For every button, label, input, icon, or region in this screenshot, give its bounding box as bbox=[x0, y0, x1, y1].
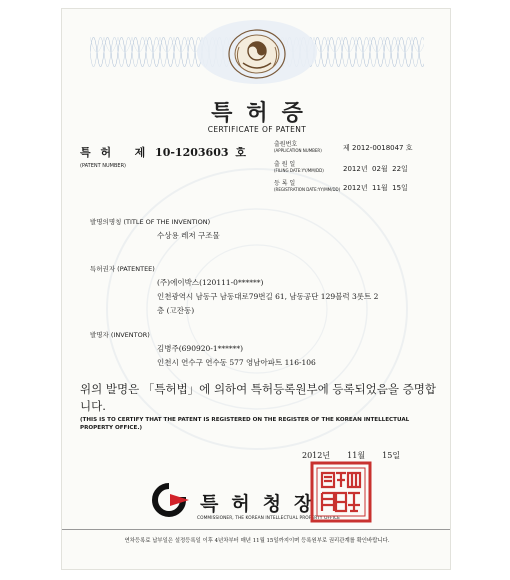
declaration-en: (THIS IS TO CERTIFY THAT THE PATENT IS REGISTERED ON THE REGISTER OF THE KOREAN INTELLECTUAL PROPERTY OFFICE.) bbox=[80, 417, 410, 431]
official-seal-stamp bbox=[310, 461, 372, 523]
kipo-logo-icon bbox=[148, 483, 190, 517]
filing-date-label-en: (FILING DATE:YY/MM/DD) bbox=[274, 168, 324, 173]
patent-number: 10-1203603 bbox=[155, 146, 229, 159]
application-number-label: 출원번호 bbox=[274, 141, 298, 148]
issue-date: 2012년 11월 15일 bbox=[302, 451, 401, 460]
certificate-title-en: CERTIFICATE OF PATENT bbox=[207, 125, 307, 134]
application-number-field bbox=[274, 142, 322, 153]
certificate-title: 특허증 bbox=[211, 101, 317, 126]
patentee-address-line1: 인천광역시 남동구 남동대로79번길 61, 남동공단 129블럭 3롯트 2 bbox=[157, 292, 379, 301]
office-name-en: COMMISSIONER, THE KOREAN INTELLECTUAL PROPERTY OFFICE bbox=[197, 516, 340, 521]
patent-number-label-en: (PATENT NUMBER) bbox=[80, 163, 127, 169]
registration-date-value: 2012년 11월 15일 bbox=[343, 184, 408, 192]
inventor-label: 발명자 (INVENTOR) bbox=[90, 331, 150, 339]
inventor-address: 인천시 연수구 연수동 577 영남아파트 116-106 bbox=[157, 358, 316, 367]
patent-number-row bbox=[80, 144, 249, 160]
declaration-ko: 위의 발명은 「특허법」에 의하여 특허등록원부에 등록되었음을 증명합니다. bbox=[80, 382, 436, 413]
filing-date-label: 출 원 일 bbox=[274, 161, 296, 168]
patentee-address-line2: 층 (고잔동) bbox=[157, 306, 195, 315]
registration-date-field bbox=[274, 181, 340, 192]
filing-date-field bbox=[274, 162, 324, 173]
patentee-label: 특허권자 (PATENTEE) bbox=[90, 265, 155, 273]
invention-title-value: 수상용 레저 구조물 bbox=[157, 231, 220, 240]
inventor-name: 김병주(690920-1******) bbox=[157, 344, 244, 353]
application-number-label-en: (APPLICATION NUMBER) bbox=[274, 148, 322, 153]
registration-date-label: 등 록 일 bbox=[274, 180, 296, 187]
patent-certificate bbox=[61, 8, 451, 570]
invention-title-label: 발명의명칭 (TITLE OF THE INVENTION) bbox=[90, 218, 211, 226]
application-number-value: 제 2012-0018047 호 bbox=[343, 144, 413, 152]
patent-number-label: 특 허 제 bbox=[80, 146, 149, 159]
filing-date-value: 2012년 02월 22일 bbox=[343, 165, 408, 173]
patent-number-suffix: 호 bbox=[235, 146, 249, 159]
national-emblem-icon bbox=[225, 27, 289, 81]
patentee-name: (주)에이박스(120111-0******) bbox=[157, 278, 264, 287]
footnote: 연차등록료 납부일은 설정등록일 이후 4년차부터 매년 11월 15일까지이며 등록원부로 권리관계를 확인바랍니다. bbox=[62, 529, 451, 544]
office-name: 특허청장 bbox=[200, 493, 326, 515]
registration-date-label-en: (REGISTRATION DATE:YY/MM/DD) bbox=[274, 187, 341, 192]
